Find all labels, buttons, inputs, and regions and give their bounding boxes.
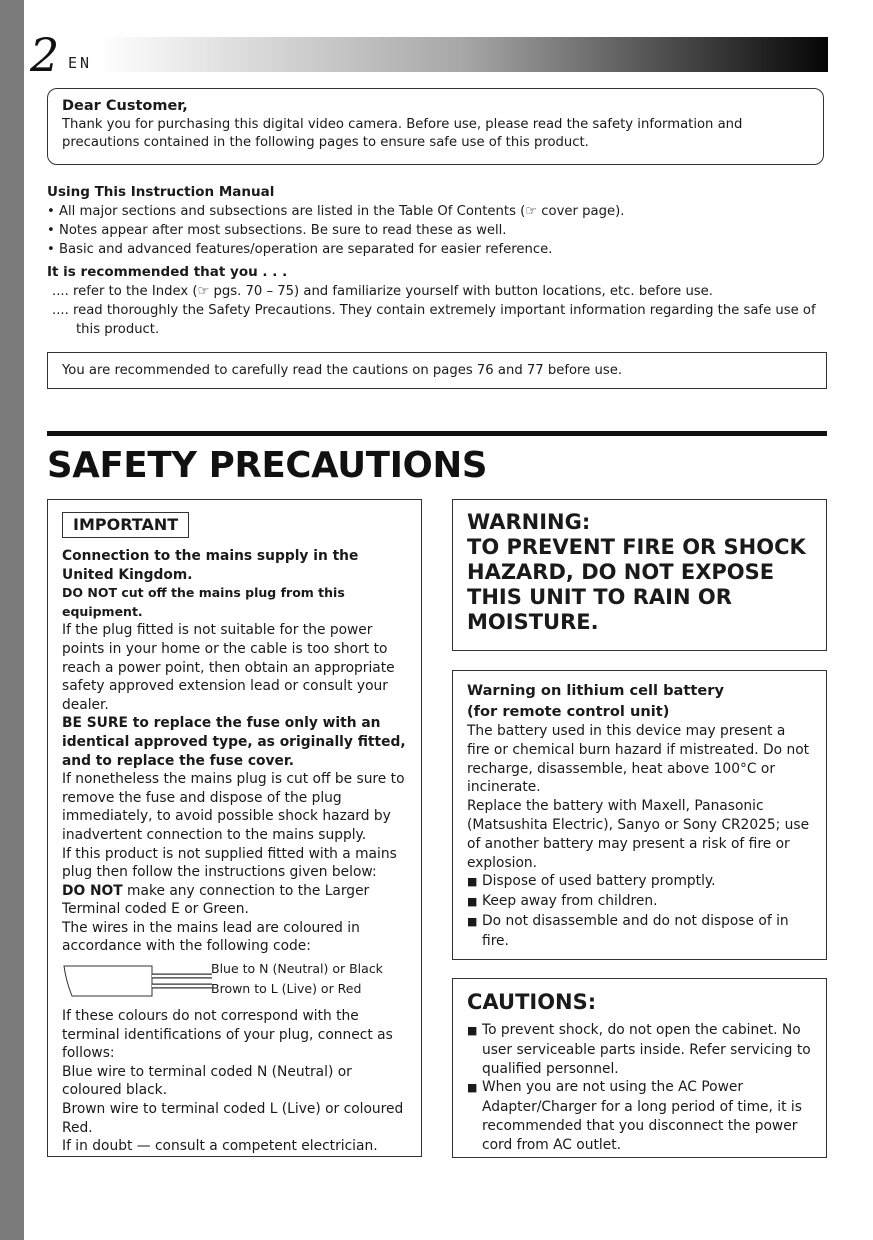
paragraph: Replace the battery with Maxell, Panasonic (Matsushita Electric), Sanyo or Sony CR2025; use of another battery may present a risk of fire or explosion. — [467, 798, 810, 871]
paragraph: If this product is not supplied fitted with a mains plug then follow the instructions given below: — [62, 845, 397, 881]
do-not-label: DO NOT — [62, 882, 123, 899]
cautions-box — [452, 978, 827, 1158]
cautions-title: CAUTIONS: — [467, 990, 597, 1014]
paragraph: If the plug fitted is not suitable for the power points in your home or the cable is too short to reach a power point, then obtain an appropriate safety approved extension lead or consult your dealer. — [62, 622, 395, 713]
lithium-bullet: ■ Dispose of used battery promptly. — [467, 872, 812, 892]
caution-bullet: ■ When you are not using the AC Power Adapter/Charger for a long period of time, it is recommended that you disconnect the power cord from AC outlet. — [467, 1078, 812, 1154]
safety-precautions-title: SAFETY PRECAUTIONS — [47, 445, 488, 486]
be-sure-notice: BE SURE to replace the fuse only with an identical approved type, as originally fitted, and to replace the fuse cover. — [62, 715, 406, 769]
connection-heading: Connection to the mains supply in the United Kingdom. — [62, 548, 359, 583]
customer-title: Dear Customer, — [62, 98, 188, 114]
lithium-battery-box — [452, 670, 827, 960]
paragraph: The battery used in this device may present a fire or chemical burn hazard if mistreated. Do not recharge, disassemble, heat above 100°C or incinerate. — [467, 723, 810, 796]
lithium-subtitle: (for remote control unit) — [467, 702, 670, 720]
instruction-manual-section — [47, 183, 817, 339]
customer-body: Thank you for purchasing this digital video camera. Before use, please read the safety information and precautions contained in the following pages to ensure safe use of this product. — [62, 117, 743, 150]
paragraph: If these colours do not correspond with the terminal identifications of your plug, connect as follows: — [62, 1008, 393, 1062]
recommend-item: .... read thoroughly the Safety Precautions. They contain extremely important information regarding the safe use of this product. — [52, 303, 816, 337]
side-strip — [0, 0, 24, 1240]
recommend-heading: It is recommended that you . . . — [47, 264, 288, 280]
important-box — [47, 499, 422, 1157]
paragraph: Blue wire to terminal coded N (Neutral) or coloured black. — [62, 1063, 352, 1099]
cautions-note-box: You are recommended to carefully read the cautions on pages 76 and 77 before use. — [47, 352, 827, 389]
manual-heading: Using This Instruction Manual — [47, 184, 275, 200]
caution-bullet: ■ To prevent shock, do not open the cabinet. No user serviceable parts inside. Refer servicing to qualified personnel. — [467, 1021, 812, 1078]
manual-bullet: • Basic and advanced features/operation are separated for easier reference. — [47, 242, 553, 257]
do-not-cut-notice: DO NOT cut off the mains plug from this equipment. — [62, 585, 345, 619]
lithium-bullet: ■ Keep away from children. — [467, 892, 812, 912]
do-not-text: make any connection to the Larger Terminal coded E or Green. — [62, 882, 370, 918]
wire-blue-label: Blue to N (Neutral) or Black — [211, 961, 383, 977]
wire-labels — [211, 959, 383, 998]
paragraph: If nonetheless the mains plug is cut off be sure to remove the fuse and dispose of the plug immediately, to avoid possible shock hazard by inadvertent connection to the mains supply. — [62, 771, 405, 843]
page-number: 2 — [30, 28, 60, 82]
warning-label: WARNING: — [467, 510, 591, 534]
important-label: IMPORTANT — [62, 512, 189, 538]
lithium-title: Warning on lithium cell battery — [467, 682, 724, 699]
recommend-item: .... refer to the Index (☞ pgs. 70 – 75) and familiarize yourself with button locations, etc. before use. — [52, 284, 713, 299]
wire-diagram — [62, 959, 407, 1003]
warning-text: TO PREVENT FIRE OR SHOCK HAZARD, DO NOT EXPOSE THIS UNIT TO RAIN OR MOISTURE. — [467, 535, 806, 634]
paragraph: If in doubt — consult a competent electrician. — [62, 1138, 378, 1155]
mains-cable-icon — [62, 961, 212, 1001]
dear-customer-box — [47, 88, 824, 165]
header-gradient-bar — [98, 37, 828, 72]
manual-bullet: • All major sections and subsections are listed in the Table Of Contents (☞ cover page). — [47, 204, 625, 219]
lithium-bullet: ■ Do not disassemble and do not dispose of in fire. — [467, 912, 812, 951]
section-rule — [47, 431, 827, 436]
wire-brown-label: Brown to L (Live) or Red — [211, 980, 362, 996]
warning-box — [452, 499, 827, 651]
paragraph: Brown wire to terminal coded L (Live) or coloured Red. — [62, 1101, 404, 1136]
do-not-paragraph — [62, 882, 407, 919]
paragraph: The wires in the mains lead are coloured in accordance with the following code: — [62, 919, 360, 955]
manual-bullet: • Notes appear after most subsections. Be sure to read these as well. — [47, 223, 507, 238]
page-language: EN — [68, 54, 93, 72]
